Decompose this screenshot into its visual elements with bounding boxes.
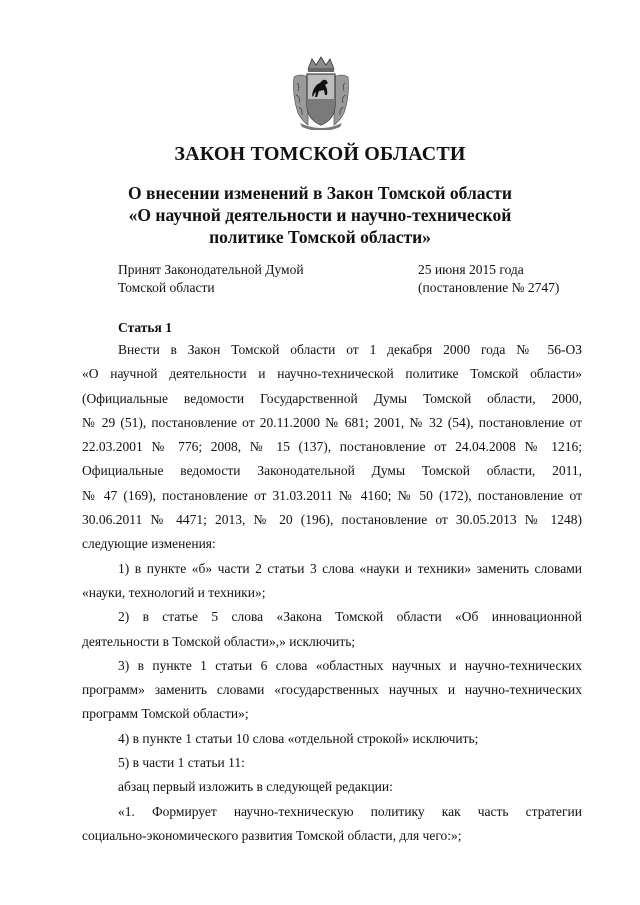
tomsk-coat-of-arms-icon	[290, 55, 352, 130]
paragraph-line: «науки, технологий и техники»;	[82, 584, 266, 600]
paragraph	[82, 727, 582, 751]
subtitle-line: политике Томской области»	[209, 227, 431, 247]
paragraph-line: 30.06.2011 № 4471; 2013, № 20 (196), постановление от 30.05.2013 № 1248)	[82, 512, 582, 528]
paragraph	[82, 338, 582, 557]
paragraph-line: № 47 (169), постановление от 31.03.2011 № 4160; № 50 (172), постановление от	[82, 487, 582, 503]
paragraph	[82, 605, 582, 654]
paragraph-line: «1. Формирует научно-техническую политику как часть стратегии	[118, 803, 582, 819]
paragraph-line: 1) в пункте «б» части 2 статьи 3 слова «науки и техники» заменить словами	[118, 560, 582, 576]
paragraph	[82, 751, 582, 775]
law-title: ЗАКОН ТОМСКОЙ ОБЛАСТИ	[174, 143, 466, 165]
paragraph-line: Внести в Закон Томской области от 1 декабря 2000 года № 56-ОЗ	[118, 342, 582, 357]
article-heading: Статья 1	[118, 320, 172, 335]
subtitle-line: «О научной деятельности и научно-технической	[128, 205, 512, 225]
adoption-date	[418, 261, 559, 297]
paragraph-line: 5) в части 1 статьи 11:	[118, 755, 245, 771]
paragraph-line: деятельности в Томской области»,» исключить;	[82, 633, 356, 649]
resolution-number: (постановление № 2747)	[418, 280, 560, 295]
paragraph-line: 3) в пункте 1 статьи 6 слова «областных научных и научно-технических	[118, 657, 582, 673]
subtitle-line: О внесении изменений в Закон Томской области	[128, 183, 512, 203]
paragraph-line: социально-экономического развития Томской области, для чего:»;	[82, 827, 462, 843]
paragraph-line: «О научной деятельности и научно-технической политике Томской области»	[82, 366, 582, 382]
paragraph	[82, 654, 582, 727]
article-body	[82, 338, 582, 848]
paragraph-line: абзац первый изложить в следующей редакции:	[118, 779, 393, 795]
paragraph-line: 22.03.2001 № 776; 2008, № 15 (137), постановление от 24.04.2008 № 1216;	[82, 439, 582, 455]
adoption-date-line: 25 июня 2015 года	[418, 262, 524, 277]
paragraph	[82, 557, 582, 606]
law-subtitle	[0, 182, 640, 248]
paragraph-line: 2) в статье 5 слова «Закона Томской области «Об инновационной	[118, 609, 582, 625]
paragraph-line: программ Томской области»;	[82, 706, 249, 722]
adopted-by	[118, 261, 304, 297]
paragraph-line: (Официальные ведомости Государственной Думы Томской области, 2000,	[82, 390, 582, 406]
paragraph-line: 4) в пункте 1 статьи 10 слова «отдельной строкой» исключить;	[118, 730, 479, 746]
adopted-by-line: Томской области	[118, 280, 215, 295]
paragraph-line: программ» заменить словами «государственных научных и научно-технических	[82, 682, 582, 698]
paragraph-line: № 29 (51), постановление от 20.11.2000 № 681; 2001, № 32 (54), постановление от	[82, 414, 582, 430]
paragraph-line: Официальные ведомости Законодательной Думы Томской области, 2011,	[82, 463, 582, 479]
paragraph-line: следующие изменения:	[82, 536, 216, 552]
adopted-by-line: Принят Законодательной Думой	[118, 262, 304, 277]
paragraph	[82, 775, 582, 799]
paragraph	[82, 800, 582, 849]
